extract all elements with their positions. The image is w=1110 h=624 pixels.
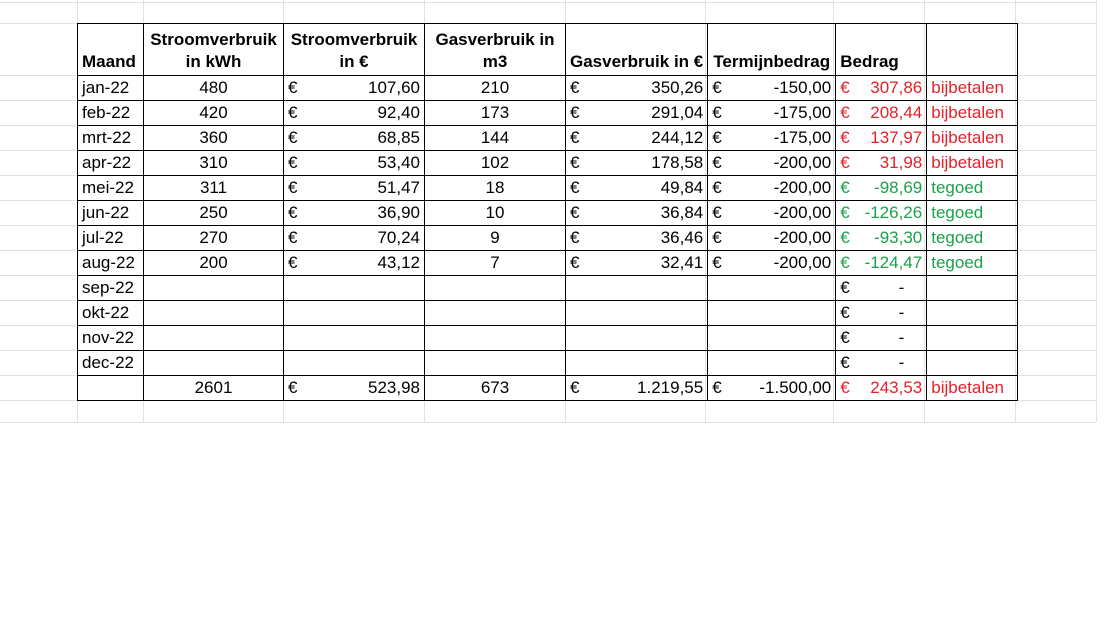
gas-m3-value: 102 — [480, 153, 510, 172]
currency-symbol: € — [712, 378, 722, 397]
currency-symbol: € — [570, 253, 580, 272]
cell-stroom-eur-value: 43,12 — [377, 253, 420, 272]
cell-bedrag[interactable] — [836, 276, 927, 301]
cell-gas-m3[interactable] — [425, 351, 566, 376]
bedrag-value: - — [898, 278, 905, 297]
header-maand[interactable] — [78, 24, 144, 76]
cell-stroom-eur[interactable] — [284, 76, 425, 101]
cell-stroom-eur-value: 68,85 — [377, 128, 420, 147]
maand-value: jul-22 — [82, 228, 124, 247]
cell-stroom-eur[interactable] — [284, 101, 425, 126]
cell-maand[interactable] — [78, 151, 144, 176]
energy-usage-table — [77, 23, 1018, 401]
currency-symbol: € — [288, 153, 298, 172]
cell-termijn[interactable] — [708, 301, 836, 326]
bedrag-value: 243,53 — [870, 378, 923, 397]
currency-symbol: € — [288, 228, 298, 247]
cell-maand[interactable] — [78, 76, 144, 101]
maand-value: feb-22 — [82, 103, 131, 122]
header-stroom-eur[interactable] — [284, 24, 425, 76]
cell-gas-m3[interactable] — [425, 376, 566, 401]
table-row — [78, 201, 1018, 226]
currency-symbol: € — [712, 103, 722, 122]
cell-gas-eur[interactable] — [566, 126, 708, 151]
currency-symbol: € — [570, 128, 580, 147]
cell-status[interactable] — [927, 301, 1018, 326]
cell-bedrag[interactable] — [836, 301, 927, 326]
cell-maand[interactable] — [78, 276, 144, 301]
cell-maand[interactable] — [78, 326, 144, 351]
cell-gas-eur[interactable] — [566, 151, 708, 176]
maand-value: aug-22 — [82, 253, 135, 272]
bedrag-value: 137,97 — [870, 128, 923, 147]
header-row — [78, 24, 1018, 76]
cell-maand[interactable] — [78, 351, 144, 376]
currency-symbol: € — [570, 78, 580, 97]
currency-symbol: € — [288, 178, 298, 197]
cell-termijn[interactable] — [708, 351, 836, 376]
currency-symbol: € — [712, 153, 722, 172]
cell-gas-eur[interactable] — [566, 276, 708, 301]
cell-termijn[interactable] — [708, 226, 836, 251]
cell-termijn[interactable] — [708, 201, 836, 226]
table-row — [78, 76, 1018, 101]
table-row — [78, 351, 1018, 376]
table-row — [78, 176, 1018, 201]
stroom-kwh-value: 310 — [199, 153, 228, 172]
maand-value: jan-22 — [82, 78, 130, 97]
cell-gas-eur[interactable] — [566, 326, 708, 351]
cell-stroom-kwh[interactable] — [144, 176, 284, 201]
cell-stroom-eur[interactable] — [284, 201, 425, 226]
cell-stroom-eur-value: 36,90 — [377, 203, 420, 222]
cell-stroom-eur[interactable] — [284, 276, 425, 301]
cell-maand[interactable] — [78, 226, 144, 251]
cell-stroom-kwh[interactable] — [144, 276, 284, 301]
status-value: bijbetalen — [931, 128, 1005, 147]
cell-gas-m3[interactable] — [425, 176, 566, 201]
header-label: m3 — [482, 52, 508, 71]
maand-value: apr-22 — [82, 153, 132, 172]
cell-stroom-eur[interactable] — [284, 351, 425, 376]
cell-stroom-kwh[interactable] — [144, 226, 284, 251]
currency-symbol: € — [712, 178, 722, 197]
cell-gas-eur-value: 291,04 — [651, 103, 704, 122]
cell-termijn[interactable] — [708, 151, 836, 176]
currency-symbol: € — [712, 78, 722, 97]
cell-maand[interactable] — [78, 176, 144, 201]
currency-symbol: € — [288, 103, 298, 122]
cell-gas-eur[interactable] — [566, 376, 708, 401]
cell-gas-eur[interactable] — [566, 351, 708, 376]
cell-status[interactable] — [927, 101, 1018, 126]
header-label: Bedrag — [840, 52, 899, 71]
cell-maand[interactable] — [78, 301, 144, 326]
cell-gas-m3[interactable] — [425, 101, 566, 126]
currency-symbol: € — [570, 103, 580, 122]
cell-gas-m3[interactable] — [425, 301, 566, 326]
cell-bedrag[interactable] — [836, 151, 927, 176]
currency-symbol: € — [840, 253, 850, 272]
header-label: Gasverbruik in € — [570, 52, 704, 71]
bedrag-value: 31,98 — [879, 153, 923, 172]
cell-gas-eur-value: 32,41 — [660, 253, 704, 272]
cell-bedrag[interactable] — [836, 101, 927, 126]
stroom-kwh-value: 480 — [199, 78, 228, 97]
header-gas-eur[interactable] — [566, 24, 708, 76]
bedrag-value: -98,69 — [874, 178, 923, 197]
cell-stroom-eur[interactable] — [284, 176, 425, 201]
cell-stroom-eur-value: 53,40 — [377, 153, 420, 172]
cell-gas-eur[interactable] — [566, 101, 708, 126]
cell-stroom-kwh[interactable] — [144, 101, 284, 126]
bedrag-value: 307,86 — [870, 78, 923, 97]
gas-m3-value: 9 — [490, 228, 500, 247]
header-maand-label: Maand — [82, 52, 136, 71]
currency-symbol: € — [570, 178, 580, 197]
currency-symbol: € — [840, 353, 850, 372]
currency-symbol: € — [840, 128, 850, 147]
status-value: bijbetalen — [931, 78, 1005, 97]
cell-termijn-value: -1.500,00 — [759, 378, 832, 397]
currency-symbol: € — [840, 178, 850, 197]
header-label: Termijnbedrag — [713, 52, 831, 71]
cell-bedrag[interactable] — [836, 376, 927, 401]
currency-symbol: € — [570, 203, 580, 222]
currency-symbol: € — [840, 153, 850, 172]
cell-termijn[interactable] — [708, 376, 836, 401]
cell-termijn[interactable] — [708, 176, 836, 201]
cell-gas-eur[interactable] — [566, 226, 708, 251]
cell-gas-eur[interactable] — [566, 176, 708, 201]
cell-termijn[interactable] — [708, 126, 836, 151]
cell-status[interactable] — [927, 176, 1018, 201]
maand-value: okt-22 — [82, 303, 130, 322]
cell-stroom-kwh[interactable] — [144, 351, 284, 376]
cell-bedrag[interactable] — [836, 126, 927, 151]
cell-termijn[interactable] — [708, 101, 836, 126]
stroom-kwh-value: 360 — [199, 128, 228, 147]
maand-value: nov-22 — [82, 328, 134, 347]
cell-bedrag[interactable] — [836, 176, 927, 201]
cell-status[interactable] — [927, 276, 1018, 301]
cell-status[interactable] — [927, 126, 1018, 151]
bedrag-value: - — [898, 303, 905, 322]
cell-stroom-kwh[interactable] — [144, 151, 284, 176]
cell-maand[interactable] — [78, 376, 144, 401]
gas-m3-value: 144 — [480, 128, 510, 147]
table-row — [78, 276, 1018, 301]
stroom-kwh-value: 200 — [199, 253, 228, 272]
cell-bedrag[interactable] — [836, 226, 927, 251]
bedrag-value: -126,26 — [864, 203, 923, 222]
cell-gas-m3[interactable] — [425, 276, 566, 301]
currency-symbol: € — [840, 303, 850, 322]
cell-gas-eur-value: 178,58 — [651, 153, 704, 172]
table-row — [78, 301, 1018, 326]
cell-stroom-eur-value: 70,24 — [377, 228, 420, 247]
cell-status[interactable] — [927, 326, 1018, 351]
cell-bedrag[interactable] — [836, 326, 927, 351]
bedrag-value: 208,44 — [870, 103, 923, 122]
cell-stroom-eur[interactable] — [284, 151, 425, 176]
cell-maand[interactable] — [78, 201, 144, 226]
header-empty[interactable] — [927, 24, 1018, 76]
cell-stroom-eur[interactable] — [284, 301, 425, 326]
currency-symbol: € — [712, 228, 722, 247]
cell-bedrag[interactable] — [836, 251, 927, 276]
cell-stroom-kwh[interactable] — [144, 326, 284, 351]
cell-gas-eur[interactable] — [566, 251, 708, 276]
cell-stroom-kwh[interactable] — [144, 376, 284, 401]
cell-termijn-value: -200,00 — [773, 153, 832, 172]
currency-symbol: € — [712, 128, 722, 147]
currency-symbol: € — [840, 103, 850, 122]
currency-symbol: € — [288, 203, 298, 222]
currency-symbol: € — [712, 203, 722, 222]
cell-termijn[interactable] — [708, 76, 836, 101]
bedrag-value: -93,30 — [874, 228, 923, 247]
currency-symbol: € — [840, 328, 850, 347]
cell-termijn-value: -200,00 — [773, 203, 832, 222]
cell-stroom-eur[interactable] — [284, 376, 425, 401]
cell-status[interactable] — [927, 376, 1018, 401]
cell-gas-eur-value: 36,46 — [660, 228, 704, 247]
cell-gas-eur-value: 350,26 — [651, 78, 704, 97]
status-value: bijbetalen — [931, 153, 1005, 172]
header-stroom-kwh[interactable] — [144, 24, 284, 76]
status-value: tegoed — [931, 253, 984, 272]
totals-row — [78, 376, 1018, 401]
cell-status[interactable] — [927, 351, 1018, 376]
cell-stroom-kwh[interactable] — [144, 301, 284, 326]
cell-status[interactable] — [927, 151, 1018, 176]
currency-symbol: € — [288, 128, 298, 147]
header-label: in kWh — [185, 52, 242, 71]
cell-termijn-value: -175,00 — [773, 128, 832, 147]
header-termijn[interactable] — [708, 24, 836, 76]
currency-symbol: € — [840, 278, 850, 297]
cell-termijn[interactable] — [708, 251, 836, 276]
stroom-kwh-value: 270 — [199, 228, 228, 247]
maand-value: dec-22 — [82, 353, 134, 372]
stroom-kwh-value: 2601 — [194, 378, 233, 397]
cell-termijn-value: -175,00 — [773, 103, 832, 122]
currency-symbol: € — [570, 153, 580, 172]
cell-stroom-eur-value: 51,47 — [377, 178, 420, 197]
table-row — [78, 251, 1018, 276]
header-gas-m3[interactable] — [425, 24, 566, 76]
header-label: Gasverbruik in — [435, 30, 555, 49]
table-row — [78, 101, 1018, 126]
currency-symbol: € — [840, 378, 850, 397]
status-value: bijbetalen — [931, 103, 1005, 122]
cell-status[interactable] — [927, 226, 1018, 251]
cell-gas-m3[interactable] — [425, 326, 566, 351]
cell-gas-m3[interactable] — [425, 151, 566, 176]
currency-symbol: € — [712, 253, 722, 272]
cell-stroom-eur-value: 92,40 — [377, 103, 420, 122]
currency-symbol: € — [840, 203, 850, 222]
header-label: Stroomverbruik — [290, 30, 418, 49]
cell-stroom-eur[interactable] — [284, 226, 425, 251]
cell-stroom-kwh[interactable] — [144, 251, 284, 276]
header-bedrag[interactable] — [836, 24, 927, 76]
cell-termijn-value: -200,00 — [773, 228, 832, 247]
currency-symbol: € — [840, 78, 850, 97]
status-value: tegoed — [931, 178, 984, 197]
cell-bedrag[interactable] — [836, 351, 927, 376]
cell-gas-eur-value: 1.219,55 — [637, 378, 704, 397]
cell-stroom-kwh[interactable] — [144, 126, 284, 151]
cell-gas-eur-value: 49,84 — [660, 178, 704, 197]
cell-termijn[interactable] — [708, 276, 836, 301]
cell-stroom-kwh[interactable] — [144, 76, 284, 101]
gas-m3-value: 210 — [480, 78, 510, 97]
stroom-kwh-value: 311 — [199, 178, 228, 197]
cell-stroom-kwh[interactable] — [144, 201, 284, 226]
maand-value: mrt-22 — [82, 128, 132, 147]
table-row — [78, 326, 1018, 351]
bedrag-value: -124,47 — [864, 253, 923, 272]
cell-gas-eur-value: 244,12 — [651, 128, 704, 147]
table-row — [78, 151, 1018, 176]
cell-maand[interactable] — [78, 126, 144, 151]
cell-gas-eur[interactable] — [566, 76, 708, 101]
cell-gas-m3[interactable] — [425, 126, 566, 151]
gas-m3-value: 10 — [485, 203, 505, 222]
cell-gas-eur-value: 36,84 — [660, 203, 704, 222]
cell-termijn-value: -200,00 — [773, 178, 832, 197]
cell-gas-m3[interactable] — [425, 251, 566, 276]
gas-m3-value: 7 — [490, 253, 500, 272]
gas-m3-value: 18 — [485, 178, 505, 197]
cell-bedrag[interactable] — [836, 76, 927, 101]
maand-value: jun-22 — [82, 203, 130, 222]
cell-gas-m3[interactable] — [425, 226, 566, 251]
cell-gas-m3[interactable] — [425, 76, 566, 101]
status-value: tegoed — [931, 228, 984, 247]
currency-symbol: € — [288, 78, 298, 97]
cell-termijn-value: -200,00 — [773, 253, 832, 272]
table-row — [78, 226, 1018, 251]
cell-termijn-value: -150,00 — [773, 78, 832, 97]
cell-gas-eur[interactable] — [566, 201, 708, 226]
cell-maand[interactable] — [78, 251, 144, 276]
cell-bedrag[interactable] — [836, 201, 927, 226]
currency-symbol: € — [570, 228, 580, 247]
cell-stroom-eur-value: 523,98 — [368, 378, 420, 397]
currency-symbol: € — [288, 253, 298, 272]
cell-stroom-eur[interactable] — [284, 326, 425, 351]
bedrag-value: - — [898, 328, 905, 347]
currency-symbol: € — [570, 378, 580, 397]
currency-symbol: € — [288, 378, 298, 397]
cell-status[interactable] — [927, 201, 1018, 226]
cell-termijn[interactable] — [708, 326, 836, 351]
cell-gas-eur[interactable] — [566, 301, 708, 326]
stroom-kwh-value: 250 — [199, 203, 228, 222]
currency-symbol: € — [840, 228, 850, 247]
status-value: bijbetalen — [931, 378, 1005, 397]
cell-stroom-eur[interactable] — [284, 126, 425, 151]
gas-m3-value: 173 — [480, 103, 510, 122]
stroom-kwh-value: 420 — [199, 103, 228, 122]
gas-m3-value: 673 — [480, 378, 510, 397]
cell-status[interactable] — [927, 76, 1018, 101]
cell-maand[interactable] — [78, 101, 144, 126]
status-value: tegoed — [931, 203, 984, 222]
cell-stroom-eur[interactable] — [284, 251, 425, 276]
cell-status[interactable] — [927, 251, 1018, 276]
cell-gas-m3[interactable] — [425, 201, 566, 226]
table-row — [78, 126, 1018, 151]
maand-value: sep-22 — [82, 278, 134, 297]
maand-value: mei-22 — [82, 178, 134, 197]
header-label: in € — [339, 52, 369, 71]
header-label: Stroomverbruik — [150, 30, 277, 49]
cell-stroom-eur-value: 107,60 — [368, 78, 420, 97]
bedrag-value: - — [898, 353, 905, 372]
